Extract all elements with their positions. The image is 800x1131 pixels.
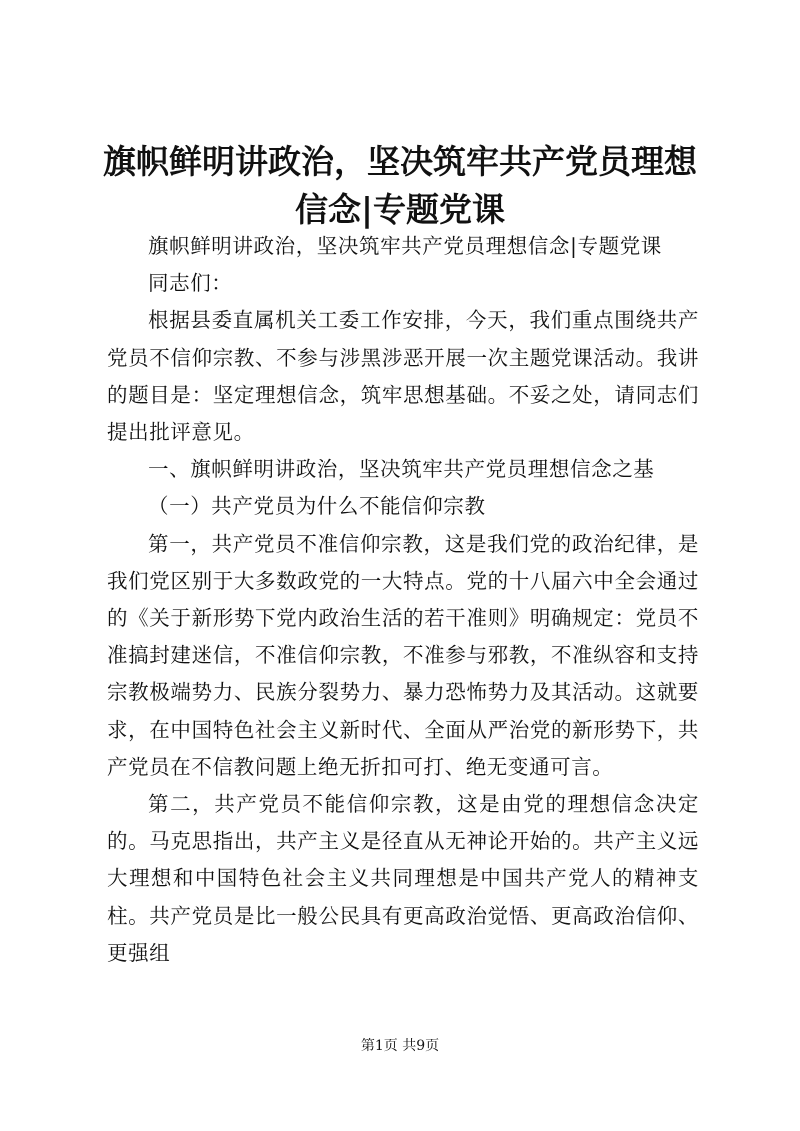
page-footer: 第1页 共9页: [360, 1038, 440, 1054]
paragraph-second-point: 第二，共产党员不能信仰宗教，这是由党的理想信念决定的。马克思指出，共产主义是径直从无神论开始的。共产主义远大理想和中国特色社会主义共同理想是中国共产党人的精神支柱。共产党员是比一般公民具有更高政治觉悟、更高政治信仰、更强组: [107, 792, 699, 965]
document-title: 旗帜鲜明讲政治，坚决筑牢共产党员理想信念|专题党课: [103, 142, 697, 229]
paragraph-subtitle: 旗帜鲜明讲政治，坚决筑牢共产党员理想信念|专题党课: [148, 234, 662, 258]
document-body: [107, 228, 699, 972]
paragraph-first-point: 第一，共产党员不准信仰宗教，这是我们党的政治纪律，是我们党区别于大多数政党的一大特点。党的十八届六中全会通过的《关于新形势下党内政治生活的若干准则》明确规定：党员不准搞封建迷信，不准信仰宗教，不准参与邪教，不准纵容和支持宗教极端势力、民族分裂势力、暴力恐怖势力及其活动。这就要求，在中国特色社会主义新时代、全面从严治党的新形势下，共产党员在不信教问题上绝无折扣可打、绝无变通可言。: [107, 531, 699, 779]
paragraph-salutation: 同志们：: [148, 271, 233, 296]
subsection-heading: （一）共产党员为什么不能信仰宗教: [148, 494, 486, 519]
paragraph-intro: 根据县委直属机关工委工作安排，今天，我们重点围绕共产党员不信仰宗教、不参与涉黑涉恶开展一次主题党课活动。我讲的题目是：坚定理想信念，筑牢思想基础。不妥之处，请同志们提出批评意见。: [107, 308, 699, 445]
section-heading: 一、旗帜鲜明讲政治，坚决筑牢共产党员理想信念之基: [148, 457, 655, 482]
